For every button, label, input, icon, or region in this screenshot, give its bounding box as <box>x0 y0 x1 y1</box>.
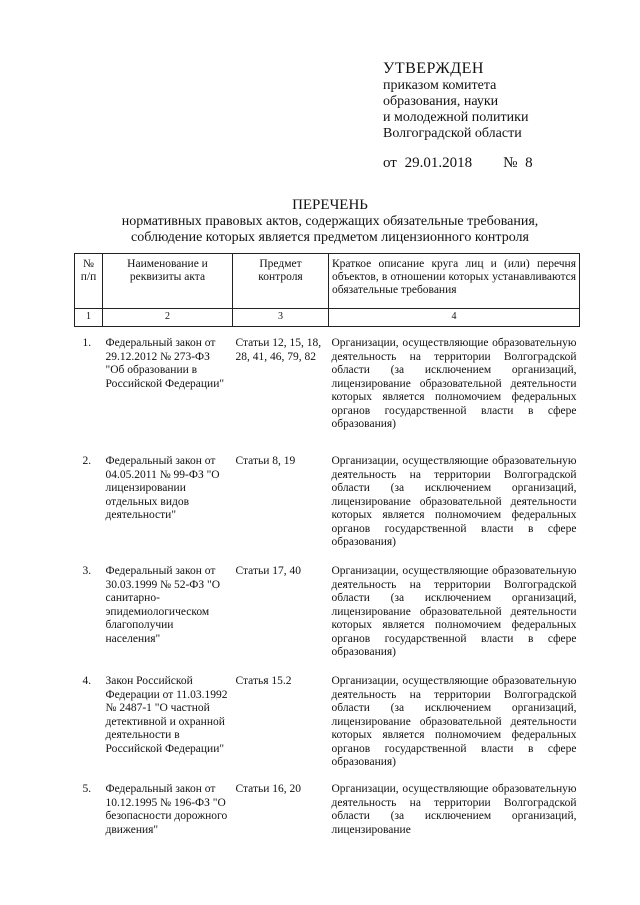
approval-line: Волгоградской области <box>383 126 522 141</box>
table-row <box>75 453 580 563</box>
table-row <box>75 673 580 781</box>
row-description: Организации, осуществляющие образовательную деятельность на территории Волгоградской области (за исключением организаций, лицензирование образовательной деятельности которых является полномочием федеральных органов государственной власти в сфере образования) <box>331 565 577 658</box>
row-act: Федеральный закон от 10.12.1995 № 196-ФЗ "О безопасности дорожного движения" <box>105 783 228 836</box>
acts-table <box>74 253 580 839</box>
table-index-row <box>75 309 580 327</box>
header-description: Краткое описание круга лиц и (или) перечня объектов, в отношении которых устанавливаются обязательные требования <box>329 254 580 309</box>
title-line: соблюдение которых является предметом лицензионного контроля <box>131 230 529 245</box>
row-subject: Статьи 8, 19 <box>235 455 296 467</box>
row-subject: Статья 15.2 <box>235 675 292 687</box>
approval-stamp <box>383 60 623 172</box>
header-act: Наименование и реквизиты акта <box>103 254 233 309</box>
document-title <box>60 197 600 246</box>
header-number: № п/п <box>75 254 103 309</box>
table-header-row <box>75 254 580 309</box>
row-description: Организации, осуществляющие образовательную деятельность на территории Волгоградской области (за исключением организаций, лицензирование образовательной деятельности которых является полномочием федеральных органов государственной власти в сфере образования) <box>331 675 577 768</box>
row-description: Организации, осуществляющие образовательную деятельность на территории Волгоградской области (за исключением организаций, лицензирование образовательной деятельности которых является полномочием федеральных органов государственной власти в сфере образования) <box>331 455 577 548</box>
approval-heading: УТВЕРЖДЕН <box>383 60 484 77</box>
row-number: 3. <box>82 565 92 577</box>
approval-line: приказом комитета <box>383 78 497 93</box>
row-number: 5. <box>82 783 92 795</box>
title-line: нормативных правовых актов, содержащих обязательные требования, <box>121 214 539 229</box>
table-row <box>75 335 580 453</box>
approval-date: от 29.01.2018 <box>383 155 473 171</box>
index-cell: 3 <box>233 309 329 327</box>
row-number: 2. <box>82 455 92 467</box>
row-act: Федеральный закон от 30.03.1999 № 52-ФЗ "О санитарно-эпидемиологическом благополучии населения" <box>105 565 221 645</box>
index-cell: 2 <box>103 309 233 327</box>
row-act: Закон Российской Федерации от 11.03.1992 № 2487-1 "О частной детективной и охранной деятельности в Российской Федерации" <box>105 675 228 755</box>
approval-date-line <box>383 154 623 172</box>
row-description: Организации, осуществляющие образовательную деятельность на территории Волгоградской области (за исключением организаций, лицензирование образовательной деятельности которых является полномочием федеральных органов государственной власти в сфере образования) <box>331 337 577 430</box>
approval-number: № 8 <box>503 155 533 171</box>
index-cell: 4 <box>329 309 580 327</box>
row-act: Федеральный закон от 29.12.2012 № 273-ФЗ "Об образовании в Российской Федерации" <box>105 337 225 390</box>
title-heading: ПЕРЕЧЕНЬ <box>292 197 368 213</box>
row-number: 4. <box>82 675 92 687</box>
header-subject: Предмет контроля <box>233 254 329 309</box>
approval-line: и молодежной политики <box>383 110 529 125</box>
row-subject: Статьи 16, 20 <box>235 783 302 795</box>
index-cell: 1 <box>75 309 103 327</box>
row-subject: Статьи 17, 40 <box>235 565 302 577</box>
row-number: 1. <box>82 337 92 349</box>
table-row <box>75 563 580 673</box>
table-row <box>75 781 580 839</box>
row-act: Федеральный закон от 04.05.2011 № 99-ФЗ "О лицензировании отдельных видов деятельности" <box>105 455 220 521</box>
approval-line: образования, науки <box>383 94 499 109</box>
row-subject: Статьи 12, 15, 18, 28, 41, 46, 79, 82 <box>235 337 322 363</box>
row-description: Организации, осуществляющие образовательную деятельность на территории Волгоградской области (за исключением организаций, лицензирование <box>331 783 577 836</box>
